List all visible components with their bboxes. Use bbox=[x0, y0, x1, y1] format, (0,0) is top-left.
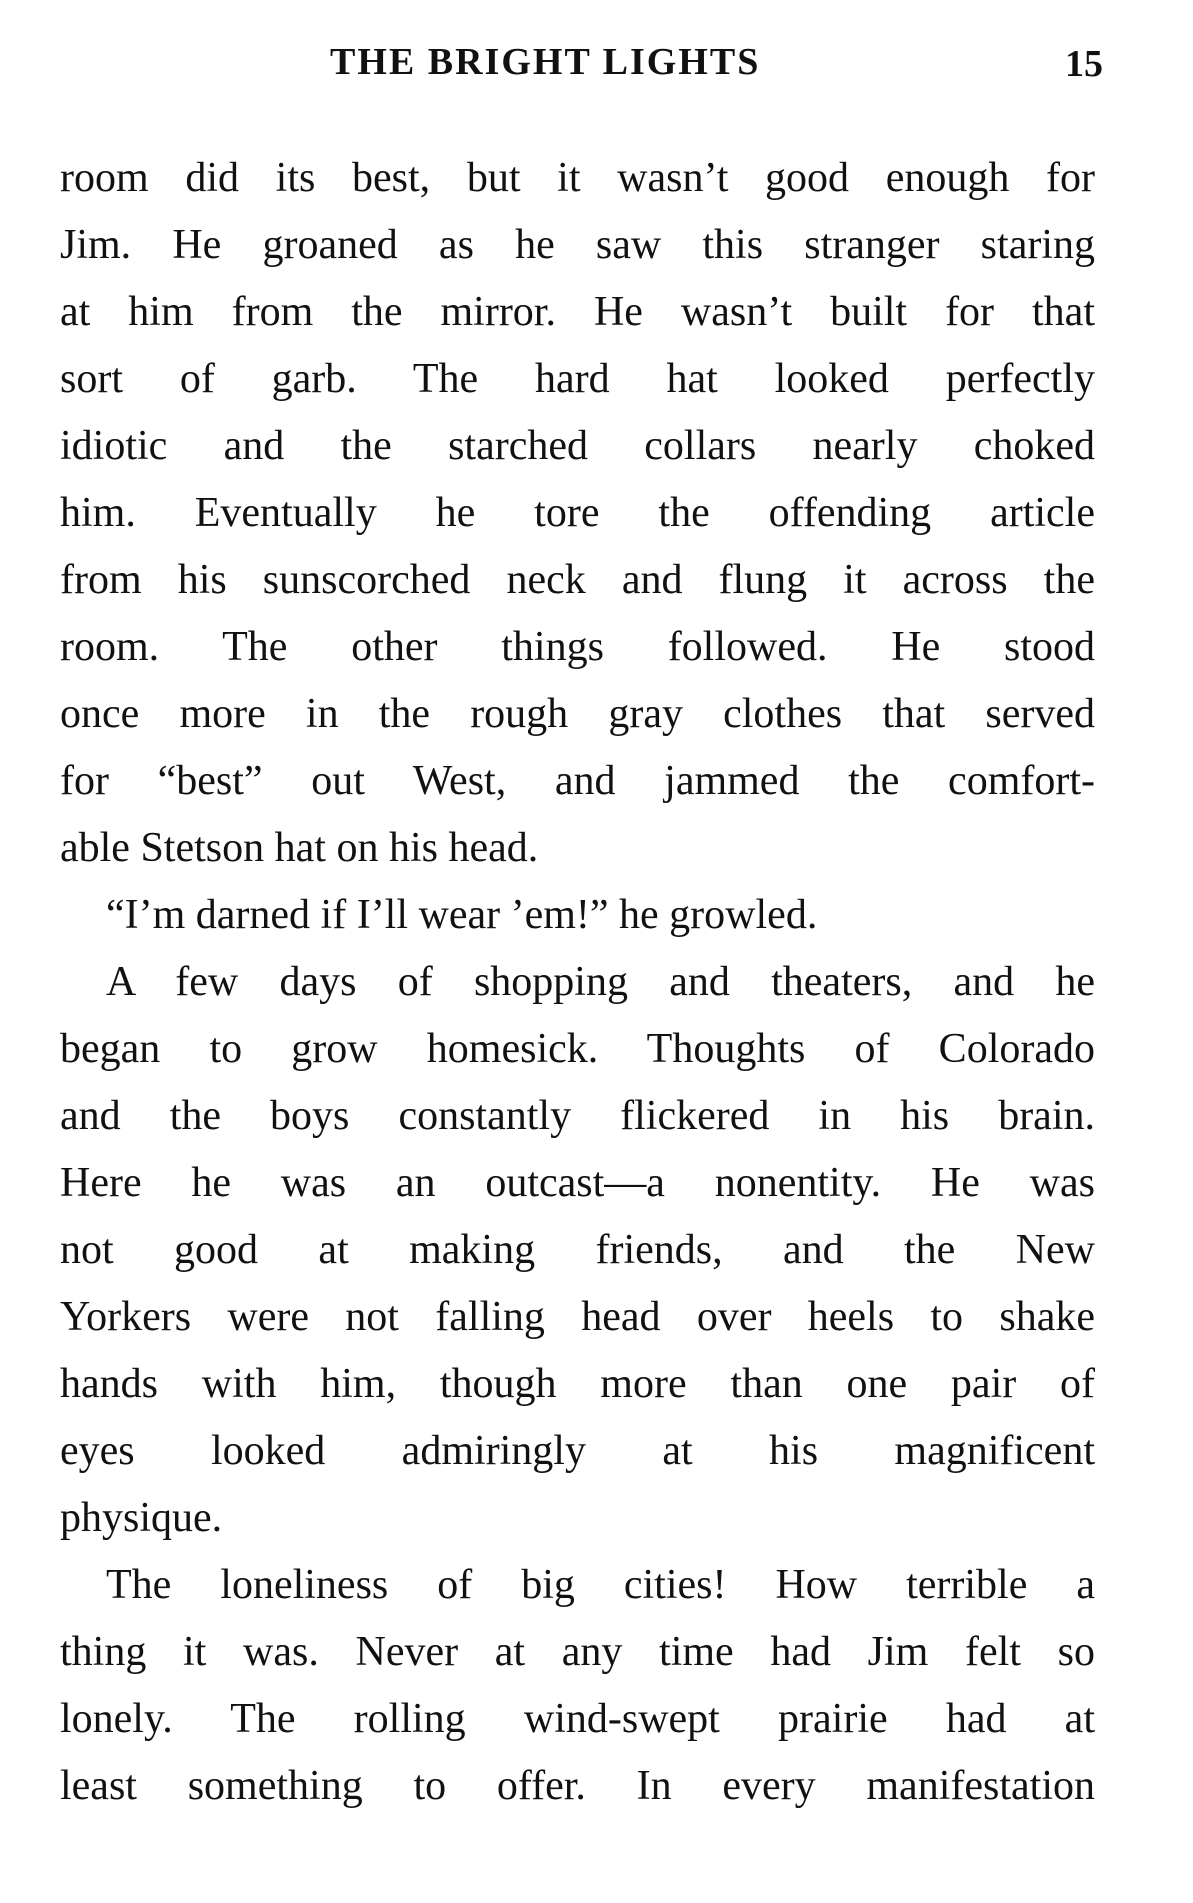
text-line: The loneliness of big cities! How terrible a bbox=[106, 1562, 1095, 1608]
text-line: lonely. The rolling wind-swept prairie had at bbox=[60, 1696, 1095, 1742]
text-line: Here he was an outcast—a nonentity. He was bbox=[60, 1160, 1095, 1206]
text-line: for “best” out West, and jammed the comfort- bbox=[60, 758, 1095, 804]
page-number: 15 bbox=[1065, 43, 1103, 85]
text-line: able Stetson hat on his head. bbox=[60, 825, 539, 871]
text-line: once more in the rough gray clothes that served bbox=[60, 691, 1095, 737]
running-head: THE BRIGHT LIGHTS bbox=[330, 41, 761, 83]
text-line: hands with him, though more than one pair of bbox=[60, 1361, 1095, 1407]
text-line: A few days of shopping and theaters, and he bbox=[106, 959, 1095, 1005]
text-line: Jim. He groaned as he saw this stranger staring bbox=[60, 222, 1095, 268]
text-line: from his sunscorched neck and flung it across the bbox=[60, 557, 1095, 603]
text-line: thing it was. Never at any time had Jim felt so bbox=[60, 1629, 1095, 1675]
text-line: him. Eventually he tore the offending article bbox=[60, 490, 1095, 536]
text-line: “I’m darned if I’ll wear ’em!” he growled. bbox=[106, 892, 818, 938]
text-line: eyes looked admiringly at his magnificent bbox=[60, 1428, 1095, 1474]
text-line: physique. bbox=[60, 1495, 223, 1541]
text-line: room. The other things followed. He stood bbox=[60, 624, 1095, 670]
text-line: room did its best, but it wasn’t good enough for bbox=[60, 155, 1095, 201]
text-line: and the boys constantly flickered in his brain. bbox=[60, 1093, 1095, 1139]
text-line: sort of garb. The hard hat looked perfectly bbox=[60, 356, 1095, 402]
text-line: Yorkers were not falling head over heels to shake bbox=[60, 1294, 1095, 1340]
body-text bbox=[60, 145, 1095, 1820]
text-line: least something to offer. In every manifestation bbox=[60, 1763, 1095, 1809]
text-line: began to grow homesick. Thoughts of Colorado bbox=[60, 1026, 1095, 1072]
text-line: not good at making friends, and the New bbox=[60, 1227, 1095, 1273]
text-line: at him from the mirror. He wasn’t built for that bbox=[60, 289, 1095, 335]
text-line: idiotic and the starched collars nearly choked bbox=[60, 423, 1095, 469]
